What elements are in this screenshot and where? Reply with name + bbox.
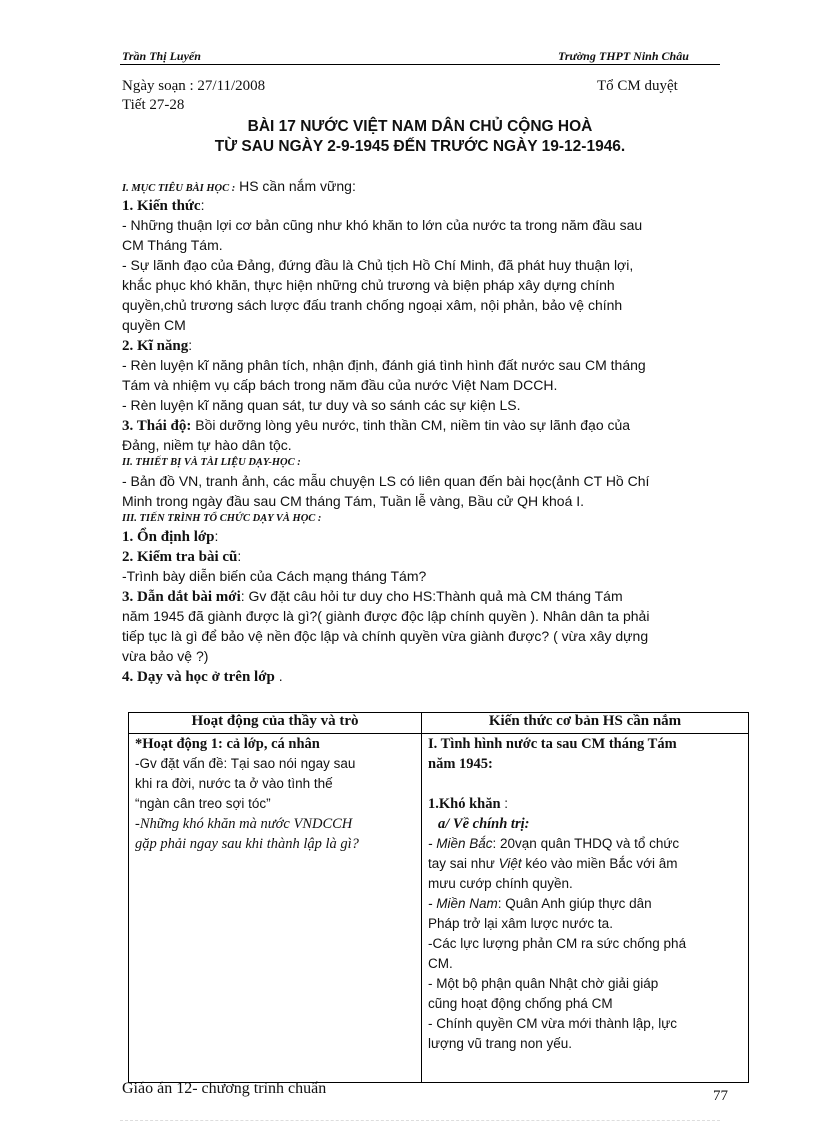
other-line: CM.	[428, 956, 453, 971]
attitude-line: Đảng, niềm tự hào dân tộc.	[122, 437, 292, 453]
objectives-heading-tail: HS cần nắm vững:	[235, 178, 356, 194]
lesson-title-line-2: TỪ SAU NGÀY 2-9-1945 ĐẾN TRƯỚC NGÀY 19-12-1946.	[214, 138, 626, 155]
skills-line: - Rèn luyện kĩ năng phân tích, nhận định, đánh giá tình hình đất nước sau CM tháng	[122, 357, 646, 373]
north-text: : 20vạn quân THDQ và tổ chức	[492, 836, 680, 851]
bottom-divider	[120, 1120, 720, 1121]
activity-title: *Hoạt động 1: cả lớp, cá nhân	[135, 736, 320, 752]
attitude-text: Bồi dưỡng lòng yêu nước, tinh thần CM, niềm tin vào sự lãnh đạo của	[191, 417, 631, 433]
step2-heading: 2. Kiểm tra bài cũ	[122, 549, 238, 565]
step3-text: : Gv đặt câu hỏi tư duy cho HS:Thành quả mà CM tháng Tám	[240, 588, 623, 604]
step2-row	[122, 548, 241, 566]
other-line: - Chính quyền CM vừa mới thành lập, lực	[428, 1016, 678, 1031]
page-number: 77	[713, 1088, 728, 1104]
activity-line: khi ra đời, nước ta ở vào tình thế	[135, 776, 333, 791]
other-line: lượng vũ trang non yếu.	[428, 1036, 572, 1051]
knowledge-heading-tail: :	[200, 197, 205, 213]
north-line-3: mưu cướp chính quyền.	[428, 876, 573, 891]
column-header-activities: Hoạt động của thầy và trò	[129, 713, 422, 734]
difficulties-row	[428, 796, 508, 813]
north-viet: Việt	[498, 856, 522, 871]
north-text-b: kéo vào miền Bắc với âm	[521, 856, 678, 871]
step4-tail: .	[274, 668, 283, 684]
step2-question: -Trình bày diễn biến của Cách mạng tháng Tám?	[122, 568, 427, 584]
other-line: cũng hoạt động chống phá CM	[428, 996, 613, 1011]
knowledge-line: quyền CM	[122, 317, 186, 333]
footer-text: Giáo án 12- chương trình chuẩn	[122, 1080, 327, 1097]
equipment-heading: II. THIẾT BỊ VÀ TÀI LIỆU DẠY-HỌC :	[122, 457, 301, 468]
attitude-heading: 3. Thái độ:	[122, 418, 192, 434]
knowledge-heading-row	[122, 197, 204, 215]
table-row	[129, 734, 749, 1083]
step3-line: tiếp tục là gì để bảo vệ nền độc lập và chính quyền vừa giành được? ( vừa xây dựng	[122, 628, 649, 644]
step3-line: vừa bảo vệ ?)	[122, 648, 209, 664]
difficulties-tail: :	[500, 796, 509, 811]
skills-heading: 2. Kĩ năng	[122, 338, 189, 354]
section-title: I. Tình hình nước ta sau CM tháng Tám	[428, 736, 677, 752]
step4-heading: 4. Dạy và học ở trên lớp	[122, 669, 275, 685]
step1-heading: 1. Ổn định lớp	[122, 529, 215, 545]
attitude-row	[122, 417, 630, 435]
approval-label: Tổ CM duyệt	[597, 78, 678, 94]
north-label: - Miền Bắc	[428, 836, 493, 851]
header-author: Trần Thị Luyến	[122, 49, 201, 63]
section-title-cont: năm 1945:	[428, 756, 493, 772]
period-label: Tiết 27-28	[122, 97, 185, 113]
activity-line: -Gv đặt vấn đề: Tại sao nói ngay sau	[135, 756, 356, 771]
activity-question: -Những khó khăn mà nước VNDCCH	[135, 816, 353, 832]
table-header-row	[129, 713, 749, 734]
knowledge-heading: 1. Kiến thức	[122, 198, 201, 214]
activity-line: “ngàn cân treo sợi tóc”	[135, 796, 271, 811]
lesson-table	[128, 712, 749, 1083]
step4-row	[122, 668, 283, 686]
knowledge-line: - Sự lãnh đạo của Đảng, đứng đầu là Chủ tịch Hồ Chí Minh, đã phát huy thuận lợi,	[122, 257, 634, 273]
column-header-knowledge: Kiến thức cơ bản HS cần nắm	[422, 713, 749, 734]
north-row	[428, 836, 679, 851]
step3-heading: 3. Dẫn dắt bài mới	[122, 589, 241, 605]
objectives-heading-row	[122, 178, 356, 196]
objectives-heading: I. MỤC TIÊU BÀI HỌC :	[122, 183, 236, 194]
south-label: - Miền Nam	[428, 896, 498, 911]
step3-row	[122, 588, 623, 606]
lesson-title-line-1: BÀI 17 NƯỚC VIỆT NAM DÂN CHỦ CỘNG HOÀ	[247, 118, 593, 135]
step1-tail: :	[214, 528, 219, 544]
other-line: - Một bộ phận quân Nhật chờ giải giáp	[428, 976, 659, 991]
skills-line: Tám và nhiệm vụ cấp bách trong năm đầu của nước Việt Nam DCCH.	[122, 377, 558, 393]
knowledge-line: khắc phục khó khăn, thực hiện những chủ trương và biện pháp xây dựng chính	[122, 277, 615, 293]
date-prepared: Ngày soạn : 27/11/2008	[122, 78, 266, 94]
process-heading: III. TIẾN TRÌNH TỔ CHỨC DẠY VÀ HỌC :	[122, 513, 322, 524]
knowledge-line: quyền,chủ trương sách lược đấu tranh chống ngoại xâm, nội phản, bảo vệ chính	[122, 297, 623, 313]
equipment-line: Minh trong ngày đầu sau CM tháng Tám, Tuần lễ vàng, Bầu cử QH khoá I.	[122, 493, 585, 509]
step1-row	[122, 528, 218, 546]
south-row	[428, 896, 652, 911]
skills-line: - Rèn luyện kĩ năng quan sát, tư duy và so sánh các sự kiện LS.	[122, 397, 521, 413]
other-line: -Các lực lượng phản CM ra sức chống phá	[428, 936, 687, 951]
header-rule	[120, 64, 720, 65]
step3-line: năm 1945 đã giành được là gì?( giành được độc lập chính quyền ). Nhân dân ta phải	[122, 608, 650, 624]
north-text-a: tay sai như	[428, 856, 499, 871]
header-school: Trường THPT Ninh Châu	[558, 49, 689, 63]
step2-tail: :	[237, 548, 242, 564]
knowledge-line: - Những thuận lợi cơ bản cũng như khó khăn to lớn của nước ta trong năm đầu sau	[122, 217, 643, 233]
south-text: : Quân Anh giúp thực dân	[497, 896, 652, 911]
south-line-2: Pháp trở lại xâm lược nước ta.	[428, 916, 613, 931]
equipment-line: - Bản đồ VN, tranh ảnh, các mẫu chuyện LS có liên quan đến bài học(ảnh CT Hồ Chí	[122, 473, 650, 489]
activity-question: gặp phải ngay sau khi thành lập là gì?	[135, 836, 359, 852]
north-line-2	[428, 856, 678, 871]
skills-heading-row	[122, 337, 192, 355]
difficulties-heading: 1.Khó khăn	[428, 796, 501, 812]
skills-heading-tail: :	[188, 337, 193, 353]
political-heading: a/ Về chính trị:	[438, 816, 530, 832]
activity-cell	[129, 734, 422, 1083]
knowledge-cell	[422, 734, 749, 1083]
knowledge-line: CM Tháng Tám.	[122, 237, 223, 253]
